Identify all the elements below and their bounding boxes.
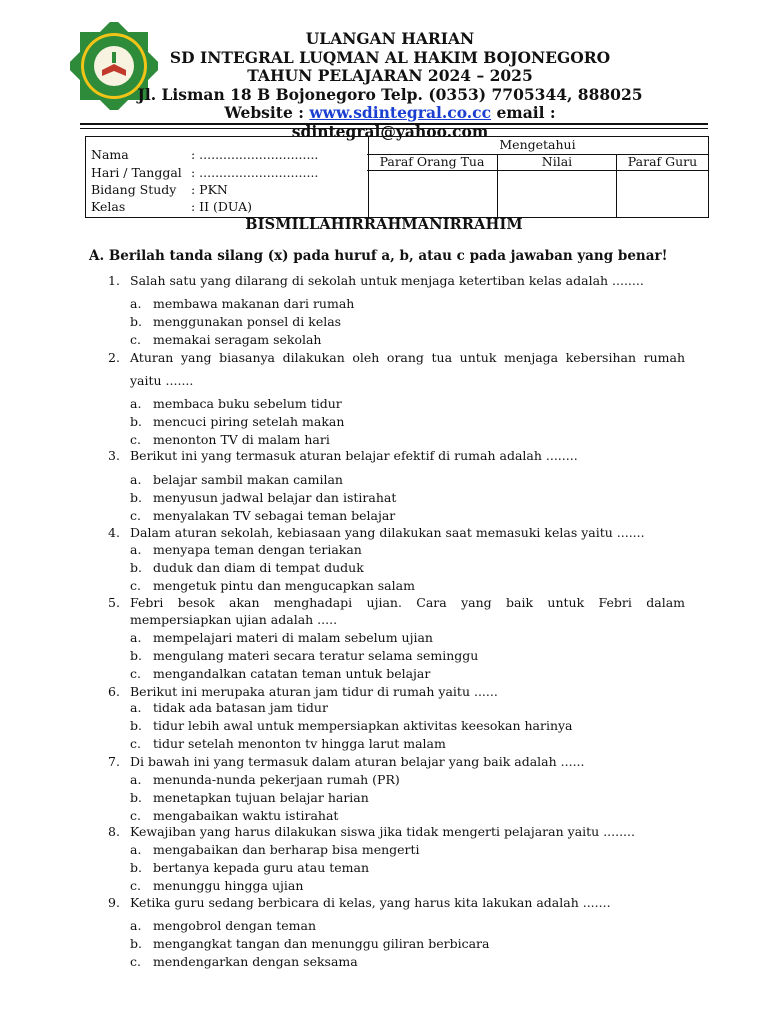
nama-value: : ..............................: [191, 147, 319, 162]
option-text: menyapa teman dengan teriakan: [153, 542, 362, 557]
question-number: 6.: [108, 684, 120, 699]
option-letter: b.: [130, 314, 142, 329]
exam-title: ULANGAN HARIAN: [305, 29, 475, 48]
option-text: menunda-nunda pekerjaan rumah (PR): [153, 772, 400, 787]
signature-table: [367, 136, 709, 218]
option-letter: a.: [130, 296, 142, 311]
question-text: Berikut ini yang termasuk aturan belajar efektif di rumah adalah ........: [130, 448, 578, 463]
option-text: mengobrol dengan teman: [153, 918, 317, 933]
option-letter: a.: [130, 472, 142, 487]
option-letter: b.: [130, 560, 142, 575]
teacher-sign-column: [617, 154, 708, 217]
option-letter: b.: [130, 718, 142, 733]
option-letter: c.: [130, 736, 141, 751]
option-text: bertanya kepada guru atau teman: [153, 860, 370, 875]
question-text: Kewajiban yang harus dilakukan siswa jika tidak mengerti pelajaran yaitu ........: [130, 824, 635, 839]
question-number: 9.: [108, 895, 120, 910]
parent-sign-header: Paraf Orang Tua: [367, 154, 497, 171]
option-letter: a.: [130, 630, 142, 645]
nama-label: Nama: [91, 147, 129, 162]
option-letter: a.: [130, 772, 142, 787]
option-text: menyalakan TV sebagai teman belajar: [153, 508, 396, 523]
option-text: mempelajari materi di malam sebelum ujian: [153, 630, 433, 645]
bismillah-heading: BISMILLAHIRRAHMANIRRAHIM: [245, 216, 523, 233]
score-header: Nilai: [498, 154, 616, 171]
school-name: SD INTEGRAL LUQMAN AL HAKIM BOJONEGORO: [169, 47, 611, 67]
question-text: Dalam aturan sekolah, kebiasaan yang dilakukan saat memasuki kelas yaitu .......: [130, 525, 645, 540]
option-text: menonton TV di malam hari: [153, 432, 330, 447]
option-letter: c.: [130, 666, 141, 681]
header-rule-thin: [80, 128, 708, 129]
question-number: 4.: [108, 525, 120, 540]
website-link[interactable]: www.sdintegral.co.cc: [309, 103, 492, 122]
option-letter: b.: [130, 414, 142, 429]
question-text: Aturan yang biasanya dilakukan oleh orang tua untuk menjaga kebersihan rumah: [130, 350, 685, 365]
option-letter: b.: [130, 790, 142, 805]
option-letter: c.: [130, 878, 141, 893]
option-text: tidur setelah menonton tv hingga larut malam: [153, 736, 446, 751]
question-number: 8.: [108, 824, 120, 839]
option-letter: c.: [130, 432, 141, 447]
option-letter: a.: [130, 918, 142, 933]
option-text: mengandalkan catatan teman untuk belajar: [153, 666, 431, 681]
question-number: 5.: [108, 595, 120, 610]
option-letter: c.: [130, 332, 141, 347]
bidang-label: Bidang Study: [91, 182, 177, 197]
option-letter: a.: [130, 396, 142, 411]
option-letter: a.: [130, 542, 142, 557]
option-text: menetapkan tujuan belajar harian: [153, 790, 369, 805]
option-text: mengabaikan dan berharap bisa mengerti: [153, 842, 420, 857]
option-text: menyusun jadwal belajar dan istirahat: [153, 490, 397, 505]
school-address: Jl. Lisman 18 B Bojonegoro Telp. (0353) 7705344, 888025: [137, 84, 643, 104]
option-text: menggunakan ponsel di kelas: [153, 314, 342, 329]
question-number: 7.: [108, 754, 120, 769]
option-text: duduk dan diam di tempat duduk: [153, 560, 364, 575]
option-text: mengulang materi secara teratur selama seminggu: [153, 648, 479, 663]
question-text: Ketika guru sedang berbicara di kelas, yang harus kita lakukan adalah .......: [130, 895, 611, 910]
option-letter: b.: [130, 648, 142, 663]
option-letter: b.: [130, 936, 142, 951]
option-text: tidak ada batasan jam tidur: [153, 700, 328, 715]
kelas-label: Kelas: [91, 199, 126, 214]
option-text: mengangkat tangan dan menunggu giliran berbicara: [153, 936, 490, 951]
option-text: tidur lebih awal untuk mempersiapkan aktivitas keesokan harinya: [153, 718, 573, 733]
option-letter: b.: [130, 860, 142, 875]
student-identity-box: [85, 136, 369, 218]
score-column: [498, 154, 617, 217]
kelas-value: : II (DUA): [191, 199, 252, 214]
question-number: 2.: [108, 350, 120, 365]
sign-title: Mengetahui: [367, 137, 708, 155]
option-text: menunggu hingga ujian: [153, 878, 304, 893]
option-text: mencuci piring setelah makan: [153, 414, 345, 429]
option-text: belajar sambil makan camilan: [153, 472, 343, 487]
parent-sign-column: [367, 154, 498, 217]
option-letter: b.: [130, 490, 142, 505]
question-text: Febri besok akan menghadapi ujian. Cara yang baik untuk Febri dalam: [130, 595, 685, 610]
email-text: email : sdintegral@yahoo.com: [291, 103, 556, 141]
bidang-value: : PKN: [191, 182, 228, 197]
teacher-sign-header: Paraf Guru: [617, 154, 708, 171]
school-year: TAHUN PELAJARAN 2024 – 2025: [247, 66, 533, 85]
option-letter: c.: [130, 954, 141, 969]
option-letter: c.: [130, 508, 141, 523]
question-number: 3.: [108, 448, 120, 463]
option-letter: c.: [130, 808, 141, 823]
tanggal-label: Hari / Tanggal: [91, 165, 182, 180]
website-label: Website :: [224, 103, 310, 122]
option-letter: c.: [130, 578, 141, 593]
question-text-continued: mempersiapkan ujian adalah .....: [130, 612, 338, 627]
question-text: Salah satu yang dilarang di sekolah untuk menjaga ketertiban kelas adalah ........: [130, 273, 644, 288]
option-text: memakai seragam sekolah: [153, 332, 322, 347]
option-letter: a.: [130, 842, 142, 857]
option-text: mengetuk pintu dan mengucapkan salam: [153, 578, 415, 593]
question-text: Berikut ini merupaka aturan jam tidur di rumah yaitu ......: [130, 684, 498, 699]
option-text: mengabaikan waktu istirahat: [153, 808, 339, 823]
option-text: mendengarkan dengan seksama: [153, 954, 358, 969]
option-letter: a.: [130, 700, 142, 715]
header-rule-thick: [80, 123, 708, 125]
option-text: membawa makanan dari rumah: [153, 296, 355, 311]
question-text-continued: yaitu .......: [130, 373, 194, 388]
question-text: Di bawah ini yang termasuk dalam aturan belajar yang baik adalah ......: [130, 754, 585, 769]
option-text: membaca buku sebelum tidur: [153, 396, 342, 411]
tanggal-value: : ..............................: [191, 165, 319, 180]
section-instruction: A. Berilah tanda silang (x) pada huruf a, b, atau c pada jawaban yang benar!: [89, 248, 668, 264]
question-number: 1.: [108, 273, 120, 288]
